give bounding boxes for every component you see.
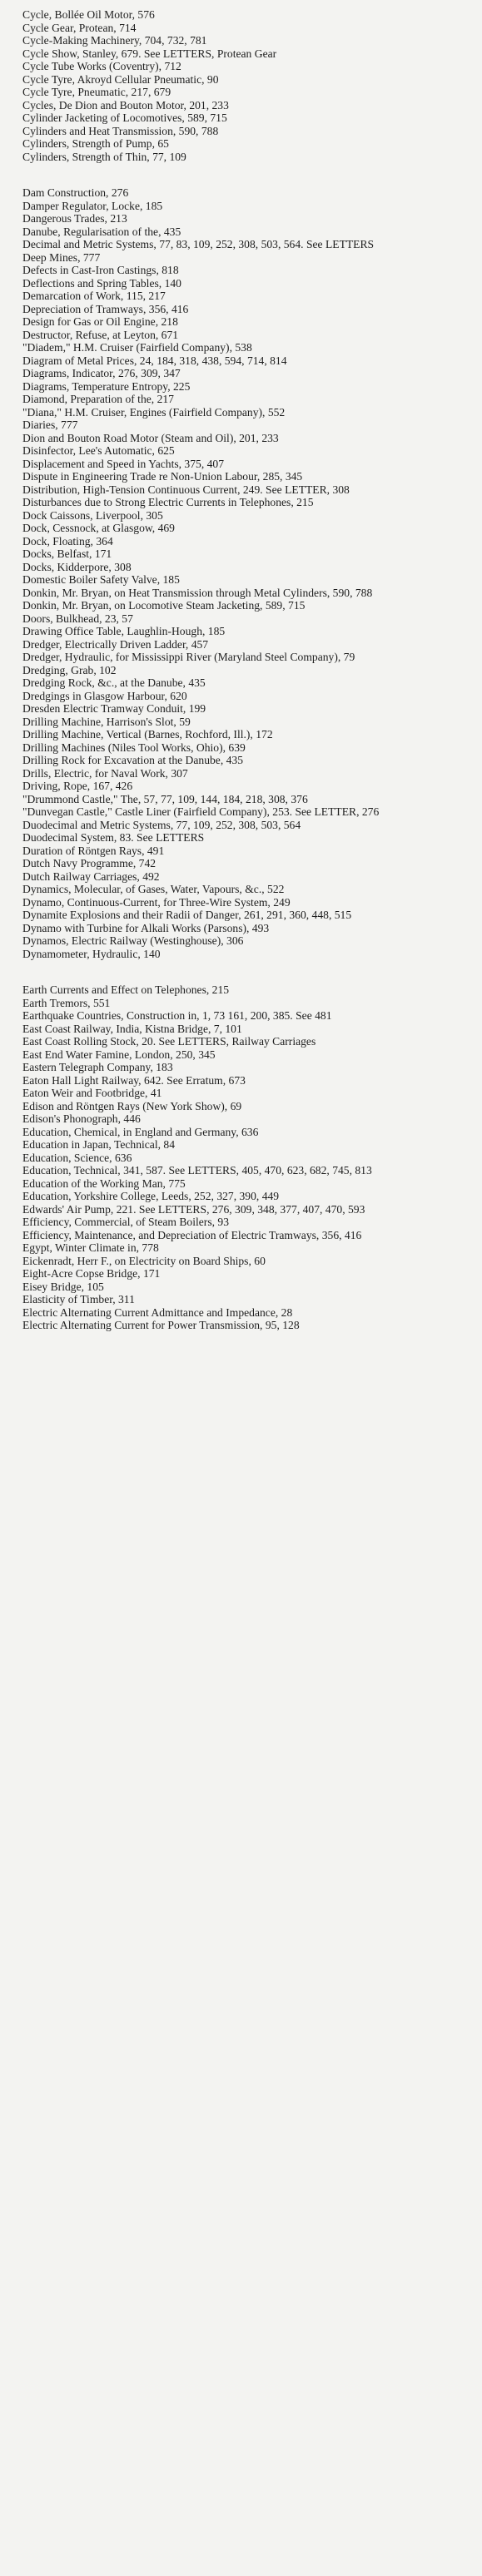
index-entry: Destructor, Refuse, at Leyton, 671 [22,328,179,341]
index-entry: Education, Chemical, in England and Germany, 636 [22,1125,259,1138]
index-entry: Doors, Bulkhead, 23, 57 [22,612,133,625]
index-entry: Egypt, Winter Climate in, 778 [22,1241,159,1254]
index-entry: Cylinders, Strength of Thin, 77, 109 [22,150,186,163]
index-entry: Decimal and Metric Systems, 77, 83, 109, 252, 308, 503, 564. See LETTERS [22,238,375,250]
index-entry: Diaries, 777 [22,419,78,431]
index-entry: Demarcation of Work, 115, 217 [22,290,166,302]
index-entry: Drills, Electric, for Naval Work, 307 [22,766,188,780]
index-entry: Efficiency, Maintenance, and Depreciation of Electric Tramways, 356, 416 [22,1228,362,1241]
index-entry: East Coast Railway, India, Kistna Bridge, 7, 101 [22,1022,242,1035]
index-entry: Education, Technical, 341, 587. See LETTERS, 405, 470, 623, 682, 745, 813 [22,1164,372,1177]
index-entry: Efficiency, Commercial, of Steam Boilers, 93 [22,1216,230,1228]
index-entry: Dispute in Engineering Trade re Non-Union Labour, 285, 345 [22,470,303,483]
index-entry: Damper Regulator, Locke, 185 [22,199,163,212]
index-entry: Dynamos, Electric Railway (Westinghouse), 306 [22,934,244,947]
index-entry: Dock, Cessnock, at Glasgow, 469 [22,522,175,534]
index-entry: Cycle Tyre, Pneumatic, 217, 679 [22,86,171,98]
index-entry: Diagram of Metal Prices, 24, 184, 318, 438, 594, 714, 814 [22,354,287,367]
index-entry: Donkin, Mr. Bryan, on Heat Transmission through Metal Cylinders, 590, 788 [22,586,373,599]
index-entry: Drilling Machines (Niles Tool Works, Ohio), 639 [22,741,246,754]
index-entry: "Drummond Castle," The, 57, 77, 109, 144, 184, 218, 308, 376 [22,792,308,805]
index-entry: Dredging, Grab, 102 [22,663,117,676]
index-entry: Cycle Tyre, Akroyd Cellular Pneumatic, 90 [22,72,219,86]
index-entry: Electric Alternating Current for Power Transmission, 95, 128 [22,1319,300,1331]
index-entry: Dredger, Electrically Driven Ladder, 457 [22,637,209,651]
index-entry: Drilling Machine, Harrison's Slot, 59 [22,715,191,728]
index-entry: Eight-Acre Copse Bridge, 171 [22,1267,161,1280]
index-entry: Dredgings in Glasgow Harbour, 620 [22,689,187,702]
index-entry: Cycle-Making Machinery, 704, 732, 781 [22,34,207,47]
index-entry: Dion and Bouton Road Motor (Steam and Oil), 201, 233 [22,431,279,444]
index-entry: Dam Construction, 276 [22,186,129,199]
index-entry: Design for Gas or Oil Engine, 218 [22,315,178,328]
index-entry: Cycle Gear, Protean, 714 [22,21,137,34]
index-entry: Dutch Navy Programme, 742 [22,857,157,869]
index-entry: Eaton Weir and Footbridge, 41 [22,1087,162,1099]
index-entry: Education of the Working Man, 775 [22,1177,186,1190]
index-entry: Drawing Office Table, Laughlin-Hough, 185 [22,625,226,637]
index-entry: Earthquake Countries, Construction in, 1, 73 161, 200, 385. See 481 [22,1009,332,1022]
index-entry: Disinfector, Lee's Automatic, 625 [22,444,175,457]
index-entry: "Dunvegan Castle," Castle Liner (Fairfield Company), 253. See LETTER, 276 [22,805,380,818]
index-entry: Dock, Floating, 364 [22,534,113,547]
index-entry: Dynamo, Continuous-Current, for Three-Wire System, 249 [22,895,291,909]
index-entry: Eisey Bridge, 105 [22,1280,104,1293]
index-entry: Deep Mines, 777 [22,250,101,264]
index-entry: Diagrams, Temperature Entropy, 225 [22,379,191,393]
index-entry: Dredging Rock, &c., at the Danube, 435 [22,676,206,689]
index-entry: Education in Japan, Technical, 84 [22,1138,176,1151]
index-entry: Disturbances due to Strong Electric Currents in Telephones, 215 [22,496,314,508]
index-entry: Cylinders, Strength of Pump, 65 [22,137,169,150]
index-entry: Cycle Show, Stanley, 679. See LETTERS, Protean Gear [22,47,277,60]
section-gap [22,163,464,186]
index-entry: Dynamics, Molecular, of Gases, Water, Vapours, &c., 522 [22,883,285,895]
index-entry: Displacement and Speed in Yachts, 375, 407 [22,457,225,470]
index-entry: Docks, Belfast, 171 [22,547,112,560]
index-entry: Dredger, Hydraulic, for Mississippi River (Maryland Steel Company), 79 [22,651,355,663]
index-entry: Dangerous Trades, 213 [22,212,127,225]
index-entry: Dock Caissons, Liverpool, 305 [22,508,163,522]
index-entry: Earth Currents and Effect on Telephones, 215 [22,983,230,996]
index-entry: Edwards' Air Pump, 221. See LETTERS, 276, 309, 348, 377, 407, 470, 593 [22,1202,365,1216]
index-entry: Docks, Kidderpore, 308 [22,560,132,573]
index-entry: Drilling Machine, Vertical (Barnes, Rochford, Ill.), 172 [22,728,273,741]
index-entry: Dynamo with Turbine for Alkali Works (Parsons), 493 [22,921,270,934]
index-entry: East Coast Rolling Stock, 20. See LETTERS, Railway Carriages [22,1035,316,1048]
index-entry: Edison and Röntgen Rays (New York Show), 69 [22,1099,242,1112]
index-entry: Dutch Railway Carriages, 492 [22,869,160,883]
index-entry: Driving, Rope, 167, 426 [22,780,133,792]
index-entry: Dynamometer, Hydraulic, 140 [22,947,161,960]
index-entry: Education, Science, 636 [22,1151,132,1164]
index-entry: Cycles, De Dion and Bouton Motor, 201, 233 [22,98,229,111]
index-entry: Electric Alternating Current Admittance and Impedance, 28 [22,1305,293,1319]
index-entry: Elasticity of Timber, 311 [22,1293,135,1305]
index-entry: Edison's Phonograph, 446 [22,1112,141,1125]
index-entry: East End Water Famine, London, 250, 345 [22,1048,216,1061]
index-entry: Defects in Cast-Iron Castings, 818 [22,264,179,276]
index-entry: Distribution, High-Tension Continuous Current, 249. See LETTER, 308 [22,483,350,496]
index-entry: Depreciation of Tramways, 356, 416 [22,302,189,315]
index-entry: Danube, Regularisation of the, 435 [22,225,181,238]
index-entry: Cycle Tube Works (Coventry), 712 [22,60,181,72]
index-entry: Deflections and Spring Tables, 140 [22,276,181,290]
index-entry: Duodecimal System, 83. See LETTERS [22,831,205,844]
section-gap [22,960,464,983]
index-entry: Eaton Hall Light Railway, 642. See Erratum, 673 [22,1073,246,1087]
index-entry: "Diana," H.M. Cruiser, Engines (Fairfield Company), 552 [22,405,286,419]
index-page [22,8,464,1332]
index-entry: Cycle, Bollée Oil Motor, 576 [22,8,155,21]
index-entry: Donkin, Mr. Bryan, on Locomotive Steam Jacketing, 589, 715 [22,599,306,612]
index-entry: Drilling Rock for Excavation at the Danube, 435 [22,754,244,766]
index-entry: Education, Yorkshire College, Leeds, 252, 327, 390, 449 [22,1190,280,1202]
index-entry: Earth Tremors, 551 [22,996,111,1009]
index-entry: Duration of Röntgen Rays, 491 [22,844,165,857]
index-entry: Domestic Boiler Safety Valve, 185 [22,573,180,586]
index-entry: Cylinders and Heat Transmission, 590, 788 [22,124,219,137]
index-entry: Diamond, Preparation of the, 217 [22,393,174,405]
index-entry: Eickenradt, Herr F., on Electricity on Board Ships, 60 [22,1254,266,1267]
index-entry: Dresden Electric Tramway Conduit, 199 [22,702,206,715]
index-entry: Cylinder Jacketing of Locomotives, 589, 715 [22,111,227,124]
index-entry: "Diadem," H.M. Cruiser (Fairfield Company), 538 [22,341,252,354]
index-entry: Diagrams, Indicator, 276, 309, 347 [22,367,181,379]
index-entry: Eastern Telegraph Company, 183 [22,1061,173,1073]
index-entry: Dynamite Explosions and their Radii of Danger, 261, 291, 360, 448, 515 [22,909,352,921]
index-entry: Duodecimal and Metric Systems, 77, 109, 252, 308, 503, 564 [22,818,301,831]
